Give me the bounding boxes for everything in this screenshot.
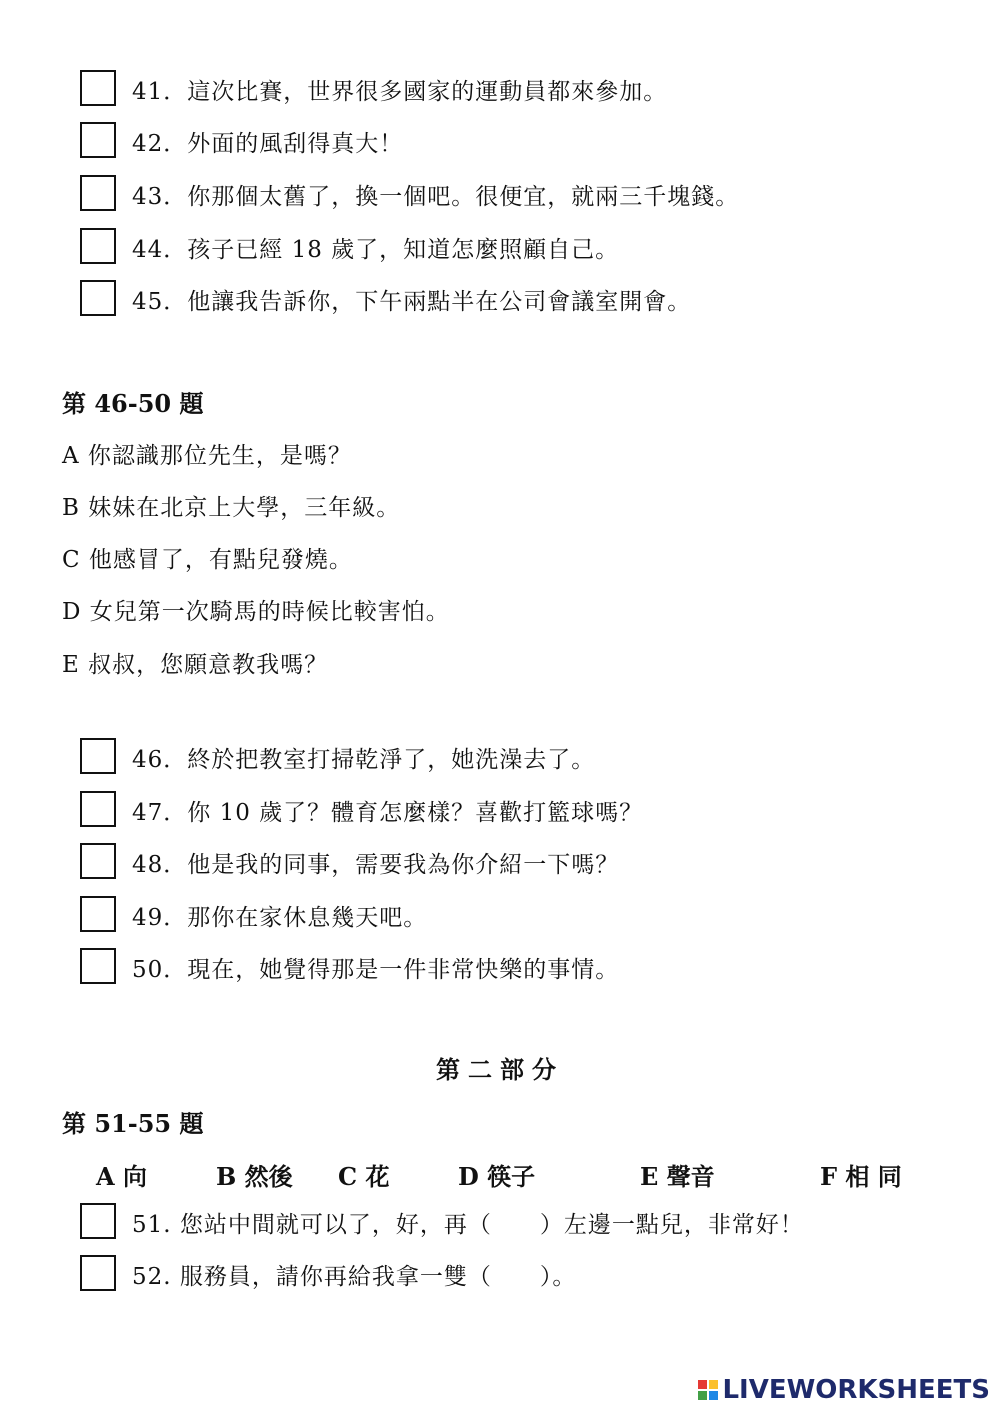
question-45	[80, 280, 980, 320]
word-option-e: E 聲音	[640, 1162, 715, 1191]
question-text: 43．你那個太舊了，換一個吧。很便宜，就兩三千塊錢。	[132, 184, 740, 210]
word-option-d: D 筷子	[458, 1162, 536, 1191]
option-c: C 他感冒了，有點兒發燒。	[62, 547, 353, 573]
logo-text: LIVEWORKSHEETS	[722, 1375, 990, 1405]
answer-box-45[interactable]	[80, 280, 116, 316]
answer-box-46[interactable]	[80, 738, 116, 774]
question-text: 45．他讓我告訴你，下午兩點半在公司會議室開會。	[132, 289, 692, 315]
question-52	[80, 1255, 980, 1295]
section-heading-51-55: 第 51-55 題	[62, 1109, 204, 1138]
option-d: D 女兒第一次騎馬的時候比較害怕。	[62, 599, 450, 625]
question-42	[80, 122, 980, 162]
answer-box-50[interactable]	[80, 948, 116, 984]
answer-box-47[interactable]	[80, 791, 116, 827]
answer-box-48[interactable]	[80, 843, 116, 879]
answer-box-43[interactable]	[80, 175, 116, 211]
answer-box-49[interactable]	[80, 896, 116, 932]
question-text: 48．他是我的同事，需要我為你介紹一下嗎？	[132, 852, 620, 878]
logo-square-blue	[709, 1391, 718, 1400]
word-option-f: F 相 同	[820, 1162, 902, 1191]
question-49	[80, 896, 980, 936]
part-title: 第二部分	[436, 1055, 564, 1084]
question-41	[80, 70, 980, 110]
question-47	[80, 791, 980, 831]
answer-box-51[interactable]	[80, 1203, 116, 1239]
word-option-b: B 然後	[216, 1162, 293, 1191]
logo-square-red	[698, 1380, 707, 1389]
question-51	[80, 1203, 980, 1243]
answer-box-52[interactable]	[80, 1255, 116, 1291]
answer-box-44[interactable]	[80, 228, 116, 264]
word-option-a: A 向	[96, 1162, 147, 1191]
option-e: E 叔叔，您願意教我嗎？	[62, 652, 329, 678]
answer-box-41[interactable]	[80, 70, 116, 106]
logo-square-green	[698, 1391, 707, 1400]
question-text: 44．孩子已經 18 歲了，知道怎麼照顧自己。	[132, 237, 620, 263]
question-text: 49．那你在家休息幾天吧。	[132, 905, 428, 931]
logo-square-yellow	[709, 1380, 718, 1389]
question-50	[80, 948, 980, 988]
question-text: 47．你 10 歲了？體育怎麼樣？喜歡打籃球嗎？	[132, 800, 644, 826]
option-b: B 妹妹在北京上大學，三年級。	[62, 495, 401, 521]
question-text: 42．外面的風刮得真大！	[132, 131, 404, 157]
question-text: 41．這次比賽，世界很多國家的運動員都來參加。	[132, 79, 668, 105]
question-43	[80, 175, 980, 215]
question-44	[80, 228, 980, 268]
question-text: 51. 您站中間就可以了，好，再（ ）左邊一點兒，非常好！	[132, 1212, 804, 1238]
word-option-c: C 花	[338, 1162, 390, 1191]
question-text: 46．終於把教室打掃乾淨了，她洗澡去了。	[132, 747, 596, 773]
liveworksheets-logo	[698, 1373, 990, 1407]
question-46	[80, 738, 980, 778]
answer-box-42[interactable]	[80, 122, 116, 158]
question-48	[80, 843, 980, 883]
logo-mark-icon	[698, 1380, 718, 1400]
option-a: A 你認識那位先生，是嗎？	[62, 443, 352, 469]
question-text: 52. 服務員，請你再給我拿一雙（ ）。	[132, 1264, 577, 1290]
section-heading-46-50: 第 46-50 題	[62, 389, 204, 418]
question-text: 50．現在，她覺得那是一件非常快樂的事情。	[132, 957, 620, 983]
